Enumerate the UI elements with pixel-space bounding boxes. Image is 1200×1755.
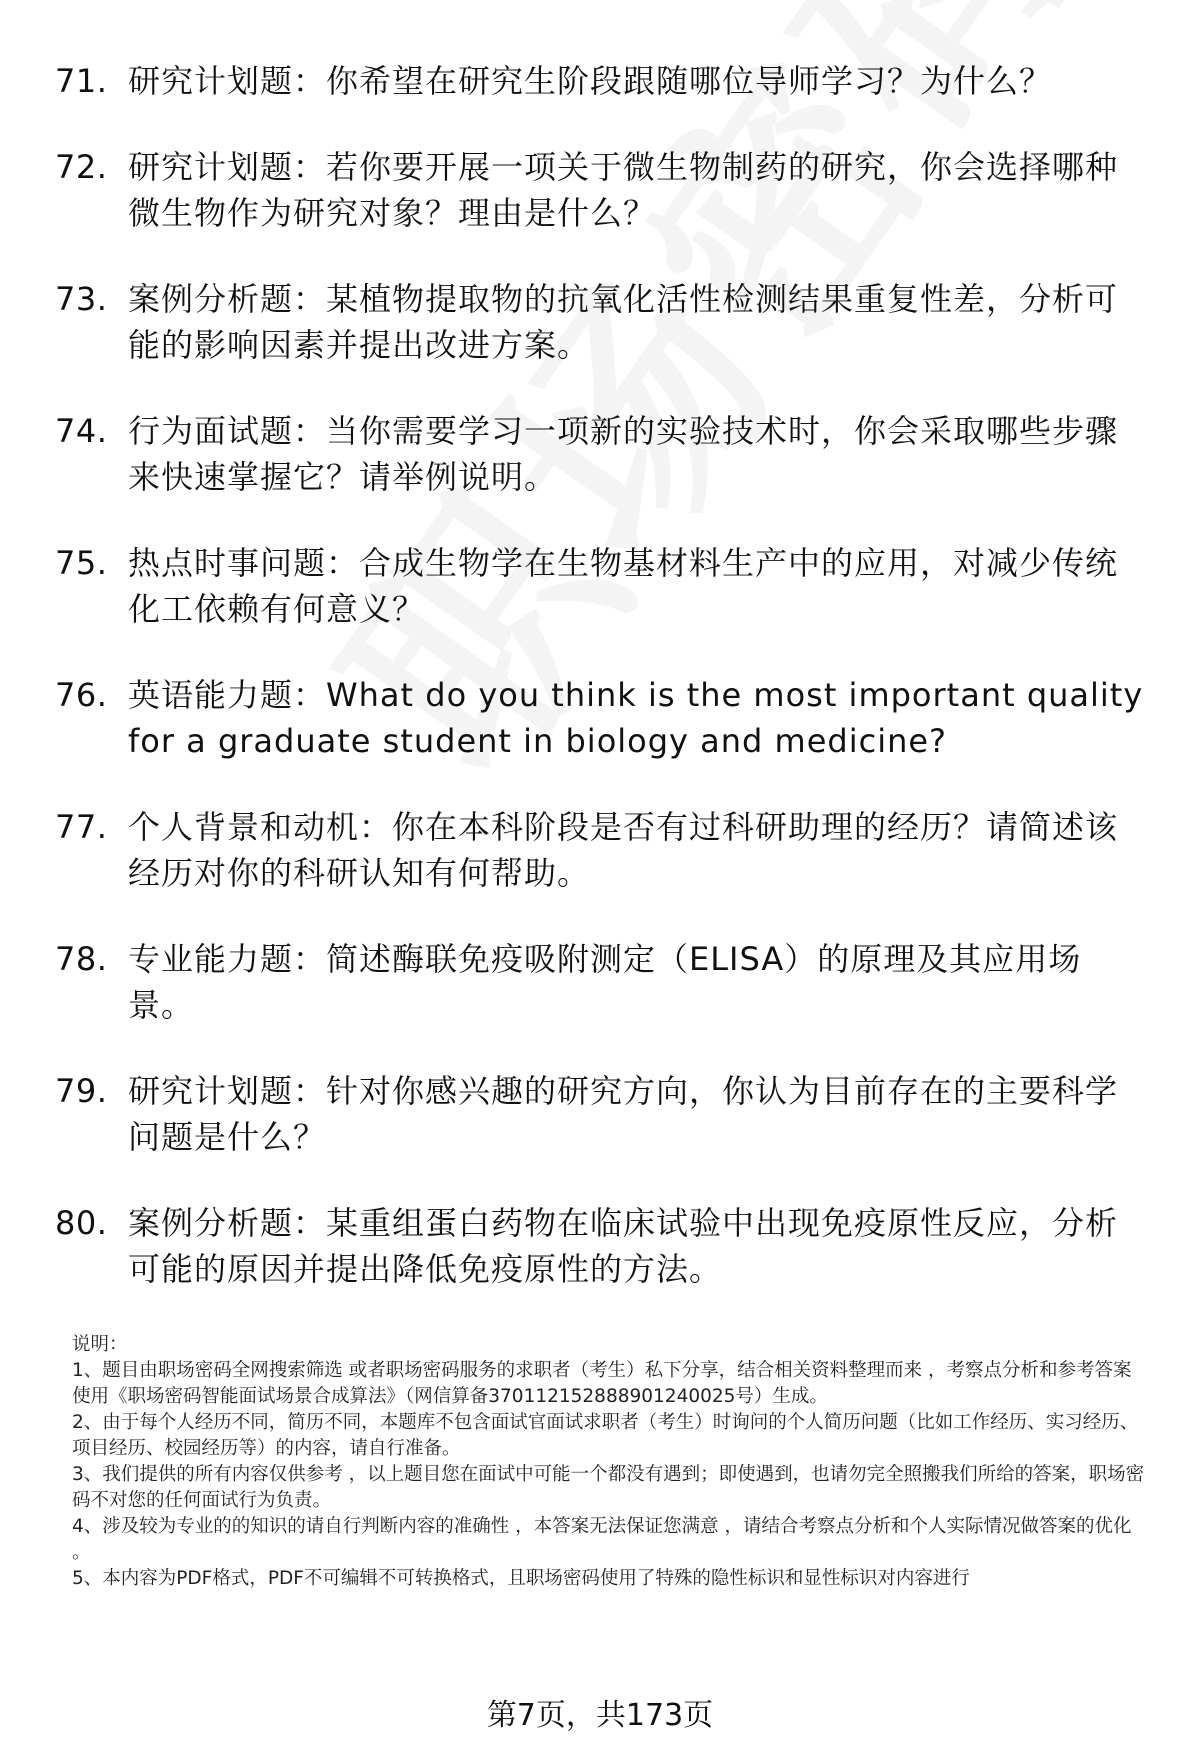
notes-section: [72, 1332, 1150, 1592]
question-list: [55, 58, 1145, 1332]
question-number: 71.: [55, 62, 108, 100]
page-number: 第7页，共173页: [486, 1698, 714, 1733]
note-item: 5、本内容为PDF格式，PDF不可编辑不可转换格式，且职场密码使用了特殊的隐性标识和显性标识对内容进行: [72, 1568, 970, 1589]
question-text: 研究计划题：若你要开展一项关于微生物制药的研究，你会选择哪种微生物作为研究对象？理由是什么？: [128, 148, 1119, 232]
question-text: 案例分析题：某植物提取物的抗氧化活性检测结果重复性差，分析可能的影响因素并提出改进方案。: [128, 280, 1119, 364]
question-number: 77.: [55, 808, 108, 846]
question-number: 75.: [55, 544, 108, 582]
question-item: [55, 804, 1145, 896]
question-item: [55, 1200, 1145, 1292]
question-number: 79.: [55, 1072, 108, 1110]
question-text: 行为面试题：当你需要学习一项新的实验技术时，你会采取哪些步骤来快速掌握它？请举例说明。: [128, 412, 1119, 496]
question-number: 80.: [55, 1204, 108, 1242]
question-text: 研究计划题：你希望在研究生阶段跟随哪位导师学习？为什么？: [128, 62, 1053, 100]
note-item: 3、我们提供的所有内容仅供参考 ，以上题目您在面试中可能一个都没有遇到；即使遇到，也请勿完全照搬我们所给的答案，职场密码不对您的任何面试行为负责。: [72, 1464, 1145, 1511]
question-item: [55, 276, 1145, 368]
question-item: [55, 1068, 1145, 1160]
question-text: 热点时事问题：合成生物学在生物基材料生产中的应用，对减少传统化工依赖有何意义？: [128, 544, 1119, 628]
question-item: [55, 144, 1145, 236]
note-item: 1、题目由职场密码全网搜索筛选 或者职场密码服务的求职者（考生）私下分享，结合相关资料整理而来 ，考察点分析和参考答案使用《职场密码智能面试场景合成算法》（网信算备370112152888901240025号）生成。: [72, 1360, 1132, 1407]
question-item: [55, 936, 1145, 1028]
question-item: [55, 58, 1145, 104]
question-number: 78.: [55, 940, 108, 978]
question-text: 英语能力题：What do you think is the most important quality for a graduate student in biology and medicine?: [128, 676, 1144, 760]
question-item: [55, 540, 1145, 632]
question-text: 个人背景和动机：你在本科阶段是否有过科研助理的经历？请简述该经历对你的科研认知有何帮助。: [128, 808, 1119, 892]
question-number: 76.: [55, 676, 108, 714]
question-number: 74.: [55, 412, 108, 450]
question-text: 专业能力题：简述酶联免疫吸附测定（ELISA）的原理及其应用场景。: [128, 940, 1082, 1024]
question-text: 研究计划题：针对你感兴趣的研究方向，你认为目前存在的主要科学问题是什么？: [128, 1072, 1119, 1156]
question-number: 72.: [55, 148, 108, 186]
note-item: 4、涉及较为专业的的知识的请自行判断内容的准确性 ，本答案无法保证您满意 ，请结合考察点分析和个人实际情况做答案的优化 。: [72, 1516, 1132, 1563]
question-item: [55, 408, 1145, 500]
notes-title: 说明：: [72, 1334, 128, 1355]
question-item: [55, 672, 1145, 764]
question-text: 案例分析题：某重组蛋白药物在临床试验中出现免疫原性反应，分析可能的原因并提出降低免疫原性的方法。: [128, 1204, 1119, 1288]
note-item: 2、由于每个人经历不同，简历不同，本题库不包含面试官面试求职者（考生）时询问的个人简历问题（比如工作经历、实习经历、项目经历、校园经历等）的内容，请自行准备。: [72, 1412, 1139, 1459]
question-number: 73.: [55, 280, 108, 318]
